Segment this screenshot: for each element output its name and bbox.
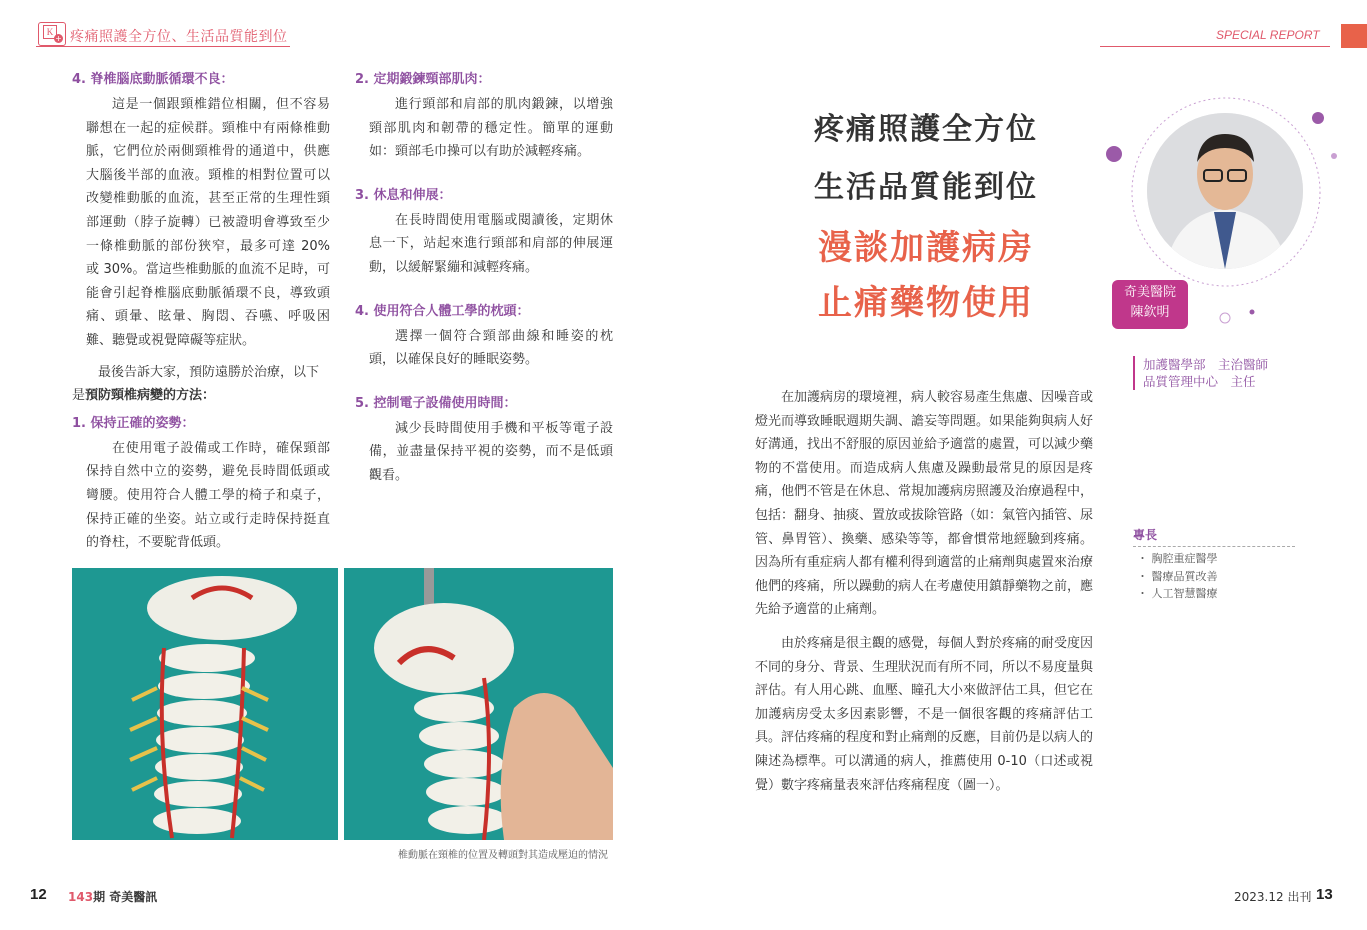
spine-model-photo-side xyxy=(344,568,613,840)
page-number-right: 13 xyxy=(1316,886,1333,903)
paragraph: 在長時間使用電腦或閱讀後，定期休息一下，站起來進行頸部和肩部的伸展運動，以緩解緊繃和減輕疼痛。 xyxy=(369,212,613,275)
section-heading: 2. 定期鍛鍊頸部肌肉： xyxy=(355,72,491,87)
paragraph: 減少長時間使用手機和平板等電子設備，並盡量保持平視的姿勢，而不是低頭觀看。 xyxy=(369,420,613,483)
section-body xyxy=(355,325,613,372)
subtitle-line-2: 止痛藥物使用 xyxy=(818,283,1034,323)
specialty-list xyxy=(1133,546,1295,603)
section-heading: 5. 控制電子設備使用時間： xyxy=(355,395,517,411)
bold-text: 預防頸椎病變的方法： xyxy=(85,388,216,404)
text: 是 xyxy=(72,388,86,404)
doctor-roles xyxy=(1133,356,1268,390)
running-header-right: SPECIAL REPORT xyxy=(1216,28,1320,42)
page-number-left: 12 xyxy=(30,886,47,903)
paragraph: 最後告訴大家，預防遠勝於治療，以下 xyxy=(98,364,320,380)
article-body xyxy=(755,386,1093,797)
specialty-item: ・ 胸腔重症醫學 xyxy=(1137,552,1218,565)
closing-paragraph xyxy=(72,361,330,408)
left-column-2 xyxy=(355,68,613,488)
role-line: 品質管理中心 主任 xyxy=(1143,374,1256,389)
specialty-title: 專長 xyxy=(1133,528,1158,542)
spine-model-photo-front xyxy=(72,568,338,840)
role-line: 加護醫學部 主治醫師 xyxy=(1143,357,1269,372)
figure-caption: 椎動脈在頸椎的位置及轉頭對其造成壓迫的情況 xyxy=(398,850,608,861)
doctor-name: 陳欽明 xyxy=(1130,305,1170,320)
closing-line xyxy=(72,384,330,408)
running-header-left: 疼痛照護全方位、生活品質能到位 xyxy=(70,29,288,45)
issue-number: 143 xyxy=(68,890,94,904)
title-line-2: 生活品質能到位 xyxy=(814,170,1038,205)
title-block xyxy=(790,104,1062,324)
paragraph: 在加護病房的環境裡，病人較容易產生焦慮、因噪音或燈光而導致睡眠週期失調、譫妄等問題。如果能夠與病人好好溝通，找出不舒服的原因並給予適當的處置，可以減少藥物的不當使用。而造成病人焦慮及躁動最常見的原因是疼痛，他們不管是在休息、常規加護病房照護及治療過程中，包括：翻身、抽痰、置放或拔除管路（如：氣管內插管、尿管、鼻胃管）、換藥、感染等等，都會慣常地經驗到疼痛。因為所有重症病人都有權利得到適當的止痛劑與處置來治療他們的疼痛，所以躁動的病人在考慮使用鎮靜藥物之前，應先給予適當的止痛劑。 xyxy=(755,390,1094,618)
section-heading: 3. 休息和伸展： xyxy=(355,187,452,203)
specialty-box xyxy=(1133,526,1295,603)
section-heading: 1. 保持正確的姿勢： xyxy=(72,415,195,431)
header-divider-left xyxy=(36,46,290,47)
section-body xyxy=(355,417,613,488)
subtitle-line-1: 漫談加護病房 xyxy=(818,228,1034,268)
section-body xyxy=(355,93,613,164)
section-body xyxy=(72,437,330,555)
section-body xyxy=(72,93,330,353)
paragraph: 在使用電子設備或工作時，確保頸部保持自然中立的姿勢，避免長時間低頭或彎腰。使用符合人體工學的椅子和桌子，保持正確的坐姿。站立或行走時保持挺直的脊柱，不要駝背低頭。 xyxy=(86,440,330,551)
left-column-1 xyxy=(72,68,330,555)
hospital-logo-icon: K + xyxy=(38,22,66,46)
paragraph: 由於疼痛是很主觀的感覺，每個人對於疼痛的耐受度因不同的身分、背景、生理狀況而有所不同，所以不易度量與評估。有人用心跳、血壓、瞳孔大小來做評估工具，但它在加護病房受太多因素影響，不是一個很客觀的疼痛評估工具。評估疼痛的程度和對止痛劑的反應，目前仍是以病人的陳述為標準。可以溝通的病人，推薦使用 0-10（口述或視覺）數字疼痛量表來評估疼痛程度（圖一）。 xyxy=(755,635,1094,793)
paragraph: 這是一個跟頸椎錯位相關，但不容易聯想在一起的症候群。頸椎中有兩條椎動脈，它們位於兩側頸椎骨的通道中，供應大腦後半部的血液。頸椎的相對位置可以改變椎動脈的血流，甚至正常的生理性頸部運動（脖子旋轉）已被證明會導致至少一條椎動脈的部份狹窄，最多可達 20% 或 30%。當這些椎動脈的血流不足時，可能會引起脊椎腦底動脈循環不良，導致頭痛、頭暈、眩暈、胸悶、吞嚥、呼吸困難、聽覺或視覺障礙等症狀。 xyxy=(86,97,330,348)
paragraph: 選擇一個符合頸部曲線和睡姿的枕頭，以確保良好的睡眠姿勢。 xyxy=(369,328,613,368)
paragraph: 進行頸部和肩部的肌肉鍛鍊，以增強頸部肌肉和韌帶的穩定性。簡單的運動如：頸部毛巾操可以有助於減輕疼痛。 xyxy=(369,97,613,160)
title-line-1: 疼痛照護全方位 xyxy=(814,112,1038,147)
section-body xyxy=(355,209,613,280)
issue-label xyxy=(68,888,157,905)
specialty-item: ・ 人工智慧醫療 xyxy=(1137,587,1218,600)
section-heading: 4. 使用符合人體工學的枕頭： xyxy=(355,303,530,319)
header-accent-block xyxy=(1341,24,1367,48)
doctor-badge xyxy=(1112,280,1188,329)
hospital-name: 奇美醫院 xyxy=(1123,285,1176,300)
issue-date: 2023.12 出刊 xyxy=(1234,890,1312,904)
specialty-item: ・ 醫療品質改善 xyxy=(1137,569,1218,583)
section-heading: 4. 脊椎腦底動脈循環不良： xyxy=(72,72,234,87)
issue-name: 期 奇美醫訊 xyxy=(93,890,158,904)
header-divider-right xyxy=(1100,46,1330,47)
